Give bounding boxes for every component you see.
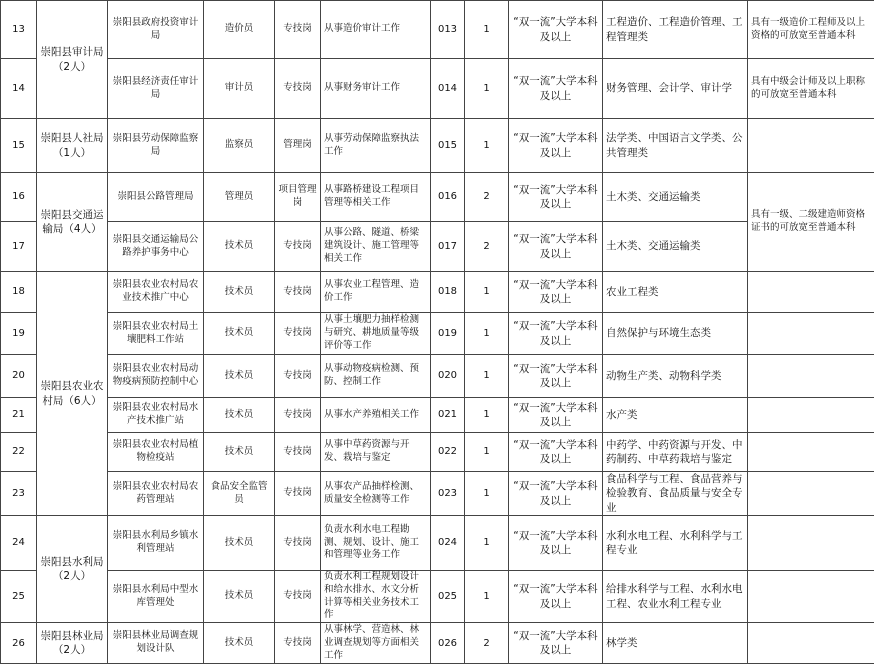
requirement-cell bbox=[748, 571, 874, 623]
position-cell: 技术员 bbox=[204, 313, 275, 355]
row-number: 23 bbox=[1, 472, 37, 516]
count-cell: 1 bbox=[465, 272, 509, 313]
requirement-cell bbox=[748, 516, 874, 571]
education-cell: “双一流”大学本科及以上 bbox=[509, 516, 603, 571]
requirement-cell: 具有一级、二级建造师资格证书的可放宽至普通本科 bbox=[748, 173, 874, 272]
major-cell: 农业工程类 bbox=[603, 272, 748, 313]
requirement-cell bbox=[748, 272, 874, 313]
requirement-cell bbox=[748, 313, 874, 355]
count-cell: 1 bbox=[465, 433, 509, 472]
code-cell: 026 bbox=[431, 623, 465, 664]
count-cell: 1 bbox=[465, 472, 509, 516]
major-cell: 林学类 bbox=[603, 623, 748, 664]
unit-cell: 崇阳县交通运输局公路养护事务中心 bbox=[108, 222, 204, 272]
count-cell: 1 bbox=[465, 59, 509, 119]
table-row bbox=[1, 472, 874, 516]
code-cell: 020 bbox=[431, 355, 465, 398]
education-cell: “双一流”大学本科及以上 bbox=[509, 1, 603, 59]
count-cell: 1 bbox=[465, 516, 509, 571]
position-cell: 造价员 bbox=[204, 1, 275, 59]
count-cell: 2 bbox=[465, 173, 509, 222]
major-cell: 土木类、交通运输类 bbox=[603, 222, 748, 272]
education-cell: “双一流”大学本科及以上 bbox=[509, 59, 603, 119]
count-cell: 1 bbox=[465, 313, 509, 355]
row-number: 20 bbox=[1, 355, 37, 398]
code-cell: 015 bbox=[431, 119, 465, 173]
count-cell: 1 bbox=[465, 398, 509, 433]
education-cell: “双一流”大学本科及以上 bbox=[509, 623, 603, 664]
table-row bbox=[1, 398, 874, 433]
row-number: 16 bbox=[1, 173, 37, 222]
table-row bbox=[1, 433, 874, 472]
department-cell: 崇阳县水利局（2人） bbox=[37, 516, 108, 623]
education-cell: “双一流”大学本科及以上 bbox=[509, 173, 603, 222]
row-number: 15 bbox=[1, 119, 37, 173]
position-cell: 技术员 bbox=[204, 516, 275, 571]
education-cell: “双一流”大学本科及以上 bbox=[509, 398, 603, 433]
count-cell: 1 bbox=[465, 119, 509, 173]
row-number: 14 bbox=[1, 59, 37, 119]
row-number: 25 bbox=[1, 571, 37, 623]
department-cell: 崇阳县农业农村局（6人） bbox=[37, 272, 108, 516]
major-cell: 财务管理、会计学、审计学 bbox=[603, 59, 748, 119]
major-cell: 法学类、中国语言文学类、公共管理类 bbox=[603, 119, 748, 173]
unit-cell: 崇阳县政府投资审计局 bbox=[108, 1, 204, 59]
major-cell: 土木类、交通运输类 bbox=[603, 173, 748, 222]
post-type-cell: 专技岗 bbox=[275, 516, 321, 571]
position-cell: 食品安全监管员 bbox=[204, 472, 275, 516]
position-cell: 监察员 bbox=[204, 119, 275, 173]
requirement-cell bbox=[748, 623, 874, 664]
duty-cell: 从事农业工程管理、造价工作 bbox=[321, 272, 431, 313]
unit-cell: 崇阳县农业农村局植物检疫站 bbox=[108, 433, 204, 472]
count-cell: 1 bbox=[465, 571, 509, 623]
requirement-cell: 具有中级会计师及以上职称的可放宽至普通本科 bbox=[748, 59, 874, 119]
unit-cell: 崇阳县农业农村局水产技术推广站 bbox=[108, 398, 204, 433]
unit-cell: 崇阳县农业农村局农业技术推广中心 bbox=[108, 272, 204, 313]
duty-cell: 从事公路、隧道、桥梁建筑设计、施工管理等相关工作 bbox=[321, 222, 431, 272]
education-cell: “双一流”大学本科及以上 bbox=[509, 571, 603, 623]
post-type-cell: 专技岗 bbox=[275, 222, 321, 272]
duty-cell: 从事农产品抽样检测、质量安全检测等工作 bbox=[321, 472, 431, 516]
post-type-cell: 专技岗 bbox=[275, 433, 321, 472]
post-type-cell: 项目管理岗 bbox=[275, 173, 321, 222]
post-type-cell: 专技岗 bbox=[275, 472, 321, 516]
post-type-cell: 专技岗 bbox=[275, 571, 321, 623]
count-cell: 2 bbox=[465, 623, 509, 664]
code-cell: 013 bbox=[431, 1, 465, 59]
count-cell: 1 bbox=[465, 1, 509, 59]
education-cell: “双一流”大学本科及以上 bbox=[509, 355, 603, 398]
position-cell: 技术员 bbox=[204, 398, 275, 433]
major-cell: 水产类 bbox=[603, 398, 748, 433]
major-cell: 水利水电工程、水利科学与工程专业 bbox=[603, 516, 748, 571]
unit-cell: 崇阳县经济责任审计局 bbox=[108, 59, 204, 119]
unit-cell: 崇阳县公路管理局 bbox=[108, 173, 204, 222]
code-cell: 019 bbox=[431, 313, 465, 355]
table-row bbox=[1, 173, 874, 222]
code-cell: 023 bbox=[431, 472, 465, 516]
row-number: 18 bbox=[1, 272, 37, 313]
post-type-cell: 管理岗 bbox=[275, 119, 321, 173]
major-cell: 中药学、中药资源与开发、中药制药、中草药栽培与鉴定 bbox=[603, 433, 748, 472]
table-row bbox=[1, 516, 874, 571]
position-cell: 技术员 bbox=[204, 571, 275, 623]
post-type-cell: 专技岗 bbox=[275, 59, 321, 119]
unit-cell: 崇阳县水利局乡镇水利管理站 bbox=[108, 516, 204, 571]
post-type-cell: 专技岗 bbox=[275, 313, 321, 355]
duty-cell: 从事劳动保障监察执法工作 bbox=[321, 119, 431, 173]
table-row bbox=[1, 222, 874, 272]
unit-cell: 崇阳县林业局调查规划设计队 bbox=[108, 623, 204, 664]
duty-cell: 从事水产养殖相关工作 bbox=[321, 398, 431, 433]
table-row bbox=[1, 119, 874, 173]
position-cell: 管理员 bbox=[204, 173, 275, 222]
unit-cell: 崇阳县农业农村局土壤肥料工作站 bbox=[108, 313, 204, 355]
education-cell: “双一流”大学本科及以上 bbox=[509, 472, 603, 516]
unit-cell: 崇阳县水利局中型水库管理处 bbox=[108, 571, 204, 623]
duty-cell: 从事造价审计工作 bbox=[321, 1, 431, 59]
code-cell: 024 bbox=[431, 516, 465, 571]
position-cell: 技术员 bbox=[204, 355, 275, 398]
code-cell: 018 bbox=[431, 272, 465, 313]
post-type-cell: 专技岗 bbox=[275, 623, 321, 664]
count-cell: 1 bbox=[465, 355, 509, 398]
major-cell: 自然保护与环境生态类 bbox=[603, 313, 748, 355]
duty-cell: 从事林学、营造林、林业调查规划等方面相关工作 bbox=[321, 623, 431, 664]
department-cell: 崇阳县人社局（1人） bbox=[37, 119, 108, 173]
post-type-cell: 专技岗 bbox=[275, 1, 321, 59]
duty-cell: 从事动物疫病检测、预防、控制工作 bbox=[321, 355, 431, 398]
position-cell: 技术员 bbox=[204, 433, 275, 472]
post-type-cell: 专技岗 bbox=[275, 272, 321, 313]
department-cell: 崇阳县交通运输局（4人） bbox=[37, 173, 108, 272]
unit-cell: 崇阳县农业农村局动物疫病预防控制中心 bbox=[108, 355, 204, 398]
requirement-cell bbox=[748, 355, 874, 398]
table-row bbox=[1, 59, 874, 119]
table-row bbox=[1, 313, 874, 355]
major-cell: 动物生产类、动物科学类 bbox=[603, 355, 748, 398]
code-cell: 021 bbox=[431, 398, 465, 433]
row-number: 21 bbox=[1, 398, 37, 433]
table-row bbox=[1, 272, 874, 313]
major-cell: 食品科学与工程、食品营养与检验教育、食品质量与安全专业 bbox=[603, 472, 748, 516]
position-cell: 技术员 bbox=[204, 623, 275, 664]
row-number: 26 bbox=[1, 623, 37, 664]
post-type-cell: 专技岗 bbox=[275, 355, 321, 398]
duty-cell: 负责水利水电工程勘测、规划、设计、施工和管理等业务工作 bbox=[321, 516, 431, 571]
unit-cell: 崇阳县农业农村局农药管理站 bbox=[108, 472, 204, 516]
code-cell: 017 bbox=[431, 222, 465, 272]
unit-cell: 崇阳县劳动保障监察局 bbox=[108, 119, 204, 173]
education-cell: “双一流”大学本科及以上 bbox=[509, 433, 603, 472]
row-number: 22 bbox=[1, 433, 37, 472]
duty-cell: 从事土壤肥力抽样检测与研究、耕地质量等级评价等工作 bbox=[321, 313, 431, 355]
code-cell: 016 bbox=[431, 173, 465, 222]
education-cell: “双一流”大学本科及以上 bbox=[509, 222, 603, 272]
code-cell: 025 bbox=[431, 571, 465, 623]
count-cell: 2 bbox=[465, 222, 509, 272]
education-cell: “双一流”大学本科及以上 bbox=[509, 119, 603, 173]
requirement-cell bbox=[748, 398, 874, 433]
position-cell: 技术员 bbox=[204, 222, 275, 272]
duty-cell: 负责水利工程规划设计和给水排水、水文分析计算等相关业务技术工作 bbox=[321, 571, 431, 623]
requirement-cell bbox=[748, 433, 874, 472]
duty-cell: 从事财务审计工作 bbox=[321, 59, 431, 119]
education-cell: “双一流”大学本科及以上 bbox=[509, 272, 603, 313]
major-cell: 工程造价、工程造价管理、工程管理类 bbox=[603, 1, 748, 59]
requirement-cell bbox=[748, 472, 874, 516]
education-cell: “双一流”大学本科及以上 bbox=[509, 313, 603, 355]
department-cell: 崇阳县审计局（2人） bbox=[37, 1, 108, 119]
duty-cell: 从事路桥建设工程项目管理等相关工作 bbox=[321, 173, 431, 222]
requirement-cell bbox=[748, 119, 874, 173]
row-number: 13 bbox=[1, 1, 37, 59]
duty-cell: 从事中草药资源与开发、栽培与鉴定 bbox=[321, 433, 431, 472]
table-row bbox=[1, 571, 874, 623]
table-row bbox=[1, 623, 874, 664]
code-cell: 014 bbox=[431, 59, 465, 119]
row-number: 24 bbox=[1, 516, 37, 571]
row-number: 17 bbox=[1, 222, 37, 272]
row-number: 19 bbox=[1, 313, 37, 355]
table-row bbox=[1, 355, 874, 398]
position-cell: 技术员 bbox=[204, 272, 275, 313]
post-type-cell: 专技岗 bbox=[275, 398, 321, 433]
position-cell: 审计员 bbox=[204, 59, 275, 119]
department-cell: 崇阳县林业局（2人） bbox=[37, 623, 108, 664]
table-row bbox=[1, 1, 874, 59]
code-cell: 022 bbox=[431, 433, 465, 472]
requirement-cell: 具有一级造价工程师及以上资格的可放宽至普通本科 bbox=[748, 1, 874, 59]
major-cell: 给排水科学与工程、水利水电工程、农业水利工程专业 bbox=[603, 571, 748, 623]
